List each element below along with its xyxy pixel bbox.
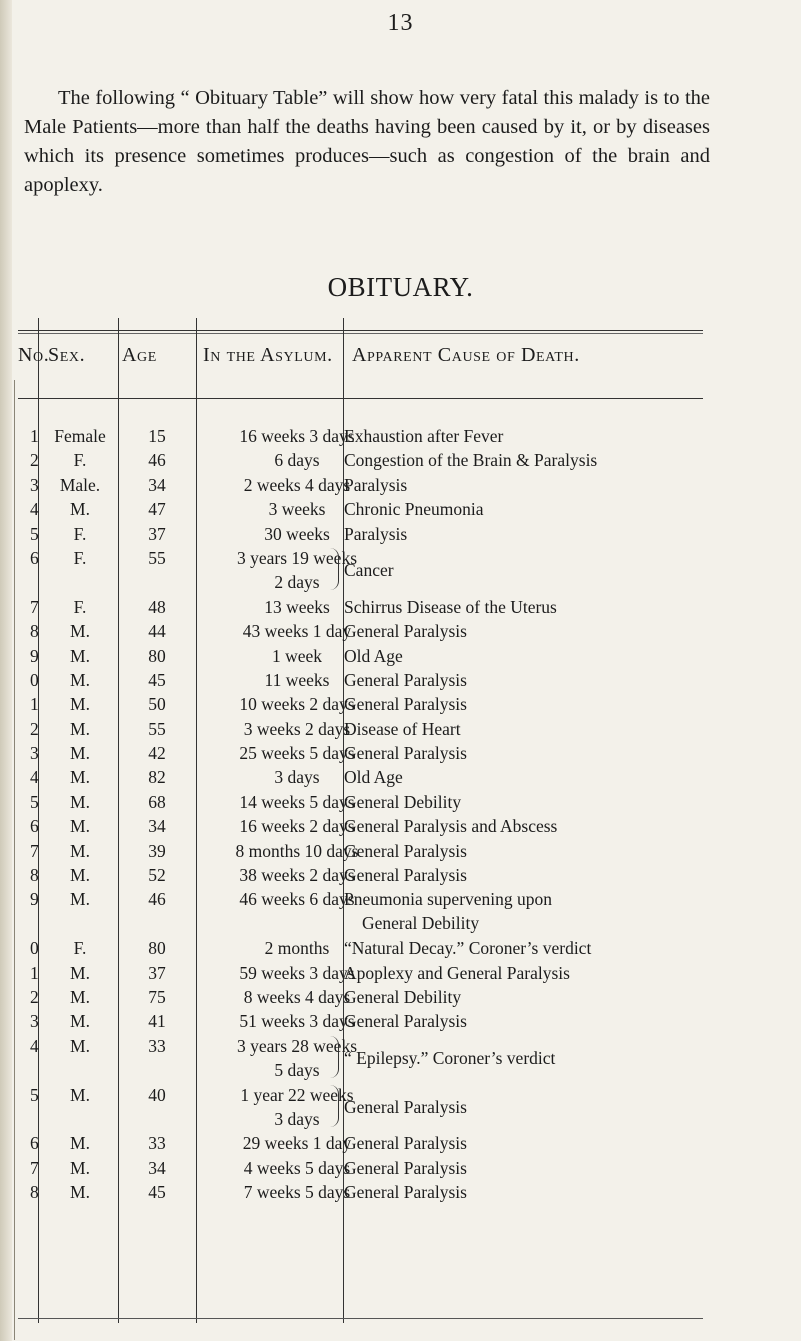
row-number: 8 [30, 621, 39, 642]
row-cause-of-death: “Natural Decay.” Coroner’s verdict [344, 938, 592, 959]
row-time-in-asylum: 3 days [274, 767, 320, 788]
row-sex: M. [70, 1182, 90, 1203]
bracket [330, 548, 339, 590]
row-age: 47 [148, 499, 166, 520]
row-time-in-asylum: 13 weeks [264, 596, 330, 617]
row-sex: M. [70, 865, 90, 886]
row-cause-of-death: General Paralysis and Abscess [344, 816, 558, 837]
row-number: 3 [30, 474, 39, 495]
row-sex: M. [70, 767, 90, 788]
row-sex: Female [54, 426, 106, 446]
table-heading: OBITUARY. [327, 272, 474, 302]
table-row [0, 522, 801, 546]
column-header-no: No. [18, 344, 50, 366]
row-number: 5 [30, 1084, 39, 1105]
table-row [0, 619, 801, 643]
row-age: 33 [148, 1133, 166, 1154]
row-time-in-asylum: 3 years 19 weeks [236, 547, 358, 568]
bracket [330, 1085, 339, 1127]
row-number: 0 [30, 938, 39, 959]
row-number: 2 [30, 987, 39, 1008]
row-age: 44 [148, 621, 166, 642]
row-cause-of-death: “ Epilepsy.” Coroner’s verdict [344, 1047, 556, 1068]
row-time-in-asylum: 11 weeks [264, 669, 330, 690]
column-header-asylum: In the Asylum. [203, 344, 333, 366]
row-cause-of-death: Paralysis [344, 474, 408, 495]
table-row [0, 473, 801, 497]
row-sex: F. [73, 450, 87, 471]
row-time-in-asylum: 14 weeks 5 days [239, 791, 355, 812]
row-cause-of-death: Apoplexy and General Paralysis [344, 962, 570, 983]
row-number: 0 [30, 669, 39, 690]
table-row [0, 497, 801, 521]
row-age: 52 [148, 865, 166, 886]
table-row [0, 814, 801, 838]
row-age: 42 [148, 743, 166, 764]
row-age: 75 [148, 987, 166, 1008]
table-row [0, 863, 801, 887]
row-time-in-asylum: 7 weeks 5 days [243, 1182, 351, 1203]
table-row [0, 741, 801, 765]
row-cause-of-death: General Paralysis [344, 865, 467, 886]
row-cause-of-death: Exhaustion after Fever [344, 426, 504, 446]
column-header-sex: Sex. [48, 344, 86, 366]
row-time-in-asylum: 3 weeks 2 days [243, 718, 351, 739]
row-number: 7 [30, 1157, 39, 1178]
row-cause-of-death: General Paralysis [344, 1182, 467, 1203]
row-cause-of-death: General Paralysis [344, 1096, 467, 1117]
table-row [0, 985, 801, 1009]
row-cause-of-death: Old Age [344, 645, 403, 666]
row-sex: M. [70, 1011, 90, 1032]
row-sex: M. [70, 987, 90, 1008]
row-cause-of-death: General Debility [344, 791, 462, 812]
row-sex: F. [73, 938, 87, 959]
row-cause-of-death: Congestion of the Brain & Paralysis [344, 450, 598, 471]
table-header-rule [18, 398, 703, 399]
row-time-in-asylum-continued: 2 days [274, 571, 320, 592]
row-sex: M. [70, 889, 90, 910]
row-age: 34 [148, 1157, 166, 1178]
row-time-in-asylum: 51 weeks 3 days [239, 1011, 355, 1032]
table-row [0, 595, 801, 619]
row-cause-of-death: Paralysis [344, 523, 408, 544]
table-row [0, 448, 801, 472]
row-cause-of-death: Disease of Heart [344, 718, 461, 739]
table-row [0, 961, 801, 985]
row-number: 7 [30, 596, 39, 617]
row-time-in-asylum: 25 weeks 5 days [239, 743, 355, 764]
row-age: 37 [148, 523, 166, 544]
row-number: 7 [30, 840, 39, 861]
table-row [0, 887, 801, 936]
table-top-rule-double [18, 333, 703, 334]
row-age: 46 [148, 450, 166, 471]
row-time-in-asylum-continued: 5 days [274, 1059, 320, 1080]
row-sex: M. [70, 791, 90, 812]
row-time-in-asylum: 1 week [271, 645, 323, 666]
row-age: 48 [148, 596, 166, 617]
table-row [0, 424, 801, 448]
row-time-in-asylum: 2 weeks 4 days [243, 474, 351, 495]
row-time-in-asylum: 30 weeks [264, 523, 330, 544]
bracket [330, 1036, 339, 1078]
row-sex: M. [70, 645, 90, 666]
row-number: 6 [30, 1133, 39, 1154]
row-time-in-asylum: 3 weeks [268, 499, 326, 520]
row-number: 9 [30, 889, 39, 910]
row-sex: M. [70, 962, 90, 983]
row-age: 33 [148, 1035, 166, 1056]
row-cause-of-death: Chronic Pneumonia [344, 499, 484, 520]
row-number: 2 [30, 718, 39, 739]
row-number: 3 [30, 743, 39, 764]
row-time-in-asylum: 1 year 22 weeks [240, 1084, 354, 1105]
column-header-age: Age [122, 344, 157, 366]
row-age: 80 [148, 645, 166, 666]
column-header-cause: Apparent Cause of Death. [352, 344, 580, 366]
row-sex: M. [70, 694, 90, 715]
row-age: 15 [148, 426, 166, 446]
table-row [0, 936, 801, 960]
row-number: 4 [30, 767, 39, 788]
row-sex: F. [73, 596, 87, 617]
row-number: 4 [30, 499, 39, 520]
row-age: 68 [148, 791, 166, 812]
row-time-in-asylum: 6 days [274, 450, 320, 471]
row-age: 37 [148, 962, 166, 983]
row-time-in-asylum: 43 weeks 1 day [242, 621, 352, 642]
row-number: 1 [30, 426, 39, 446]
row-age: 40 [148, 1084, 166, 1105]
row-cause-of-death: General Paralysis [344, 1011, 467, 1032]
table-row [0, 668, 801, 692]
row-age: 39 [148, 840, 166, 861]
row-cause-of-death: Old Age [344, 767, 403, 788]
row-age: 55 [148, 718, 166, 739]
row-cause-of-death: Cancer [344, 559, 394, 580]
row-cause-of-death: General Paralysis [344, 621, 467, 642]
row-cause-of-death: General Paralysis [344, 1133, 467, 1154]
row-age: 34 [148, 474, 166, 495]
row-number: 2 [30, 450, 39, 471]
row-sex: M. [70, 840, 90, 861]
row-cause-of-death: General Paralysis [344, 669, 467, 690]
row-cause-of-death-continued: General Debility [362, 913, 480, 934]
table-row [0, 692, 801, 716]
row-sex: Male. [59, 474, 101, 495]
table-row [0, 1083, 801, 1132]
row-time-in-asylum: 3 years 28 weeks [236, 1035, 358, 1056]
row-sex: M. [70, 1084, 90, 1105]
row-sex: M. [70, 499, 90, 520]
row-sex: M. [70, 718, 90, 739]
row-number: 9 [30, 645, 39, 666]
row-number: 8 [30, 1182, 39, 1203]
row-sex: M. [70, 1035, 90, 1056]
row-age: 46 [148, 889, 166, 910]
intro-paragraph: The following “ Obituary Table” will show how very fatal this malady is to the Male Patients—more than half the deaths having been caused by it, or by diseases which its presence sometimes produces—such as congestion of the brain and apoplexy. [24, 87, 710, 196]
row-time-in-asylum: 38 weeks 2 days [239, 865, 355, 886]
row-cause-of-death: Pneumonia supervening upon [344, 889, 553, 910]
table-row [0, 644, 801, 668]
row-time-in-asylum: 59 weeks 3 days [239, 962, 355, 983]
table-row [0, 546, 801, 595]
row-age: 41 [148, 1011, 166, 1032]
table-top-rule [18, 330, 703, 331]
row-sex: M. [70, 1133, 90, 1154]
table-row [0, 1131, 801, 1155]
row-number: 6 [30, 816, 39, 837]
table-bottom-rule [18, 1318, 703, 1319]
row-number: 5 [30, 791, 39, 812]
row-age: 55 [148, 547, 166, 568]
row-age: 50 [148, 694, 166, 715]
row-number: 1 [30, 694, 39, 715]
row-cause-of-death: General Paralysis [344, 1157, 467, 1178]
table-row [0, 765, 801, 789]
row-cause-of-death: Schirrus Disease of the Uterus [344, 596, 557, 617]
row-time-in-asylum: 2 months [264, 938, 330, 959]
row-number: 8 [30, 865, 39, 886]
row-age: 45 [148, 669, 166, 690]
row-cause-of-death: General Debility [344, 987, 462, 1008]
row-sex: M. [70, 816, 90, 837]
table-row [0, 1180, 801, 1204]
row-sex: M. [70, 621, 90, 642]
row-sex: M. [70, 1157, 90, 1178]
row-sex: F. [73, 547, 87, 568]
row-time-in-asylum: 8 months 10 days [235, 840, 359, 861]
table-row [0, 1034, 801, 1083]
row-time-in-asylum: 16 weeks 3 days [239, 426, 355, 446]
row-sex: F. [73, 523, 87, 544]
row-cause-of-death: General Paralysis [344, 840, 467, 861]
row-number: 4 [30, 1035, 39, 1056]
row-number: 6 [30, 547, 39, 568]
row-time-in-asylum-continued: 3 days [274, 1108, 320, 1129]
table-row [0, 790, 801, 814]
row-number: 5 [30, 523, 39, 544]
table-row [0, 1156, 801, 1180]
row-number: 3 [30, 1011, 39, 1032]
obituary-table-body [0, 424, 801, 1205]
row-time-in-asylum: 29 weeks 1 day [242, 1133, 352, 1154]
row-time-in-asylum: 4 weeks 5 days [243, 1157, 351, 1178]
row-cause-of-death: General Paralysis [344, 694, 467, 715]
row-cause-of-death: General Paralysis [344, 743, 467, 764]
row-time-in-asylum: 46 weeks 6 days [239, 889, 355, 910]
page-number: 13 [387, 10, 414, 36]
table-row [0, 839, 801, 863]
row-age: 34 [148, 816, 166, 837]
row-time-in-asylum: 8 weeks 4 days [243, 987, 351, 1008]
row-number: 1 [30, 962, 39, 983]
table-row [0, 1009, 801, 1033]
table-row [0, 717, 801, 741]
row-sex: M. [70, 743, 90, 764]
row-sex: M. [70, 669, 90, 690]
row-age: 80 [148, 938, 166, 959]
row-age: 82 [148, 767, 166, 788]
row-time-in-asylum: 16 weeks 2 days [239, 816, 355, 837]
row-time-in-asylum: 10 weeks 2 days [239, 694, 355, 715]
row-age: 45 [148, 1182, 166, 1203]
